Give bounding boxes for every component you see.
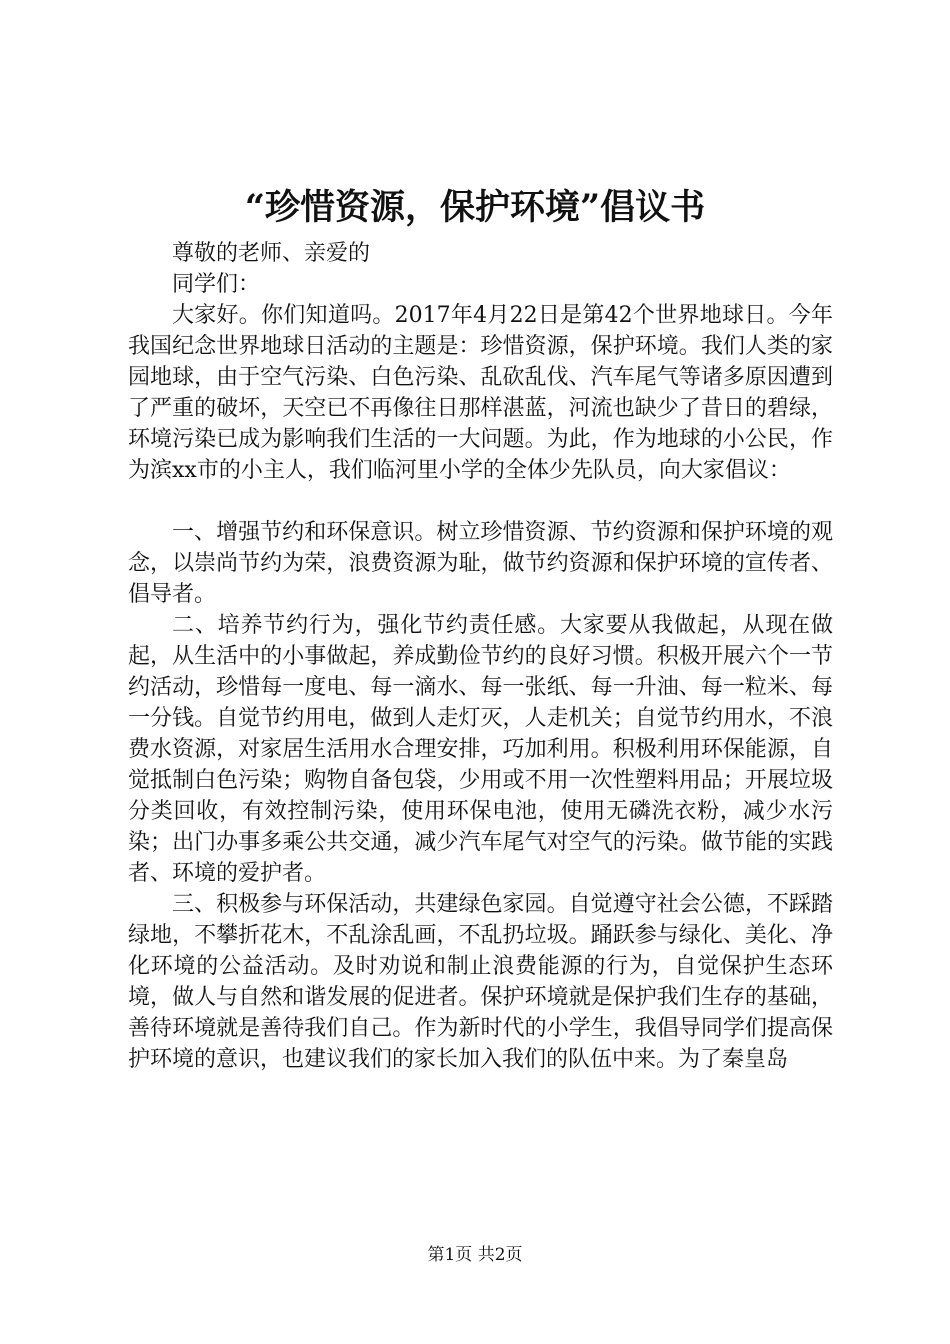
page-footer: 第1页 共2页 <box>427 1245 523 1265</box>
document-body <box>128 238 833 1075</box>
salutation-line-1: 尊敬的老师、亲爱的 <box>172 241 371 266</box>
paragraph-proposal-1: 一、增强节约和环保意识。树立珍惜资源、节约资源和保护环境的观念，以崇尚节约为荣，浪费资源为耻，做节约资源和保护环境的宣传者、倡导者。 <box>128 520 833 607</box>
blank-line <box>128 486 833 517</box>
paragraph-intro: 大家好。你们知道吗。2017年4月22日是第42个世界地球日。今年我国纪念世界地球日活动的主题是：珍惜资源，保护环境。我们人类的家园地球，由于空气污染、白色污染、乱砍乱伐、汽车尾气等诸多原因遭到了严重的破坏，天空已不再像往日那样湛蓝，河流也缺少了昔日的碧绿，环境污染已成为影响我们生活的一大问题。为此，作为地球的小公民，作为滨xx市的小主人，我们临河里小学的全体少先队员，向大家倡议： <box>128 303 833 483</box>
paragraph-proposal-2: 二、培养节约行为，强化节约责任感。大家要从我做起，从现在做起，从生活中的小事做起，养成勤俭节约的良好习惯。积极开展六个一节约活动，珍惜每一度电、每一滴水、每一张纸、每一升油、每一粒米、每一分钱。自觉节约用电，做到人走灯灭，人走机关；自觉节约用水，不浪费水资源，对家居生活用水合理安排，巧加利用。积极利用环保能源，自觉抵制白色污染；购物自备包袋，少用或不用一次性塑料用品；开展垃圾分类回收，有效控制污染，使用环保电池，使用无磷洗衣粉，减少水污染；出门办事多乘公共交通，减少汽车尾气对空气的污染。做节能的实践者、环境的爱护者。 <box>128 613 833 886</box>
salutation-line-2: 同学们： <box>172 272 261 297</box>
paragraph-proposal-3: 三、积极参与环保活动，共建绿色家园。自觉遵守社会公德，不踩踏绿地，不攀折花木，不乱涂乱画，不乱扔垃圾。踊跃参与绿化、美化、净化环境的公益活动。及时劝说和制止浪费能源的行为，自觉保护生态环境，做人与自然和谐发展的促进者。保护环境就是保护我们生存的基础，善待环境就是善待我们自己。作为新时代的小学生，我倡导同学们提高保护环境的意识，也建议我们的家长加入我们的队伍中来。为了秦皇岛 <box>128 892 833 1072</box>
document-title: “珍惜资源，保护环境”倡议书 <box>244 187 706 228</box>
